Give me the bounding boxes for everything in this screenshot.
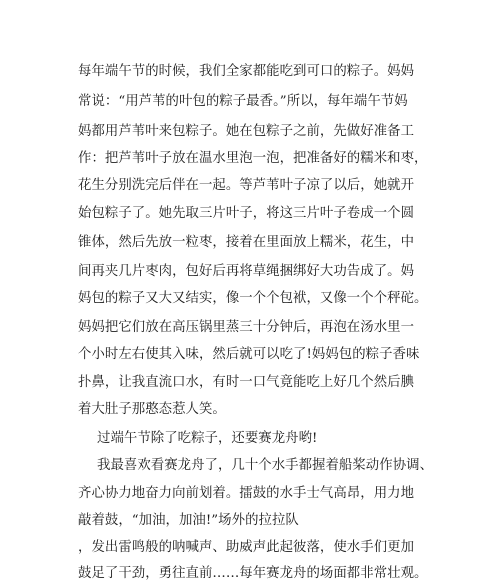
paragraph-line: 间再夹几片枣肉，包好后再将草绳捆绑好大功告成了。妈 bbox=[78, 264, 415, 279]
paragraph-line: 妈都用芦苇叶来包粽子。她在包粽子之前，先做好准备工 bbox=[78, 124, 415, 139]
paragraph-line: 鼓足了干劲，勇往直前……每年赛龙舟的场面都非常壮观。 bbox=[78, 566, 428, 581]
paragraph-line: 齐心协力地奋力向前划着。擂鼓的水手士气高昂，用力地 bbox=[78, 486, 415, 501]
paragraph-line: 花生分别洗完后伴在一起。等芦苇叶子凉了以后，她就开 bbox=[78, 178, 415, 193]
paragraph-line: 敲着鼓，“加油，加油!”场外的拉拉队 bbox=[78, 513, 299, 528]
paragraph-line: 妈包的粽子又大又结实，像一个个包袱，又像一个个秤砣。 bbox=[78, 291, 428, 306]
paragraph-line: 每年端午节的时候，我们全家都能吃到可口的粽子。妈妈 bbox=[78, 64, 415, 79]
paragraph-line: 扑鼻，让我直流口水，有时一口气竟能吃上好几个然后腆 bbox=[78, 375, 415, 390]
paragraph-line: 常说：“用芦苇的叶包的粽子最香。”所以，每年端午节妈 bbox=[78, 94, 408, 109]
paragraph-line: 过端午节除了吃粽子，还要赛龙舟哟! bbox=[97, 431, 318, 446]
paragraph-line: ，发出雷鸣般的呐喊声、助威声此起彼落，使水手们更加 bbox=[78, 540, 415, 555]
paragraph-line: 妈妈把它们放在高压锅里蒸三十分钟后，再泡在汤水里一 bbox=[78, 320, 415, 335]
paragraph-line: 个小时左右使其入味，然后就可以吃了!妈妈包的粽子香味 bbox=[78, 347, 420, 362]
paragraph-line: 锥体，然后先放一粒枣，接着在里面放上糯米，花生，中 bbox=[78, 235, 415, 250]
paragraph-line: 始包粽子了。她先取三片叶子，将这三片叶子卷成一个圆 bbox=[78, 206, 415, 221]
paragraph-line: 作：把芦苇叶子放在温水里泡一泡，把准备好的糯米和枣， bbox=[78, 151, 428, 166]
paragraph-line: 我最喜欢看赛龙舟了，几十个水手都握着船桨动作协调、 bbox=[97, 458, 434, 473]
paragraph-line: 着大肚子那憨态惹人笑。 bbox=[78, 402, 226, 417]
